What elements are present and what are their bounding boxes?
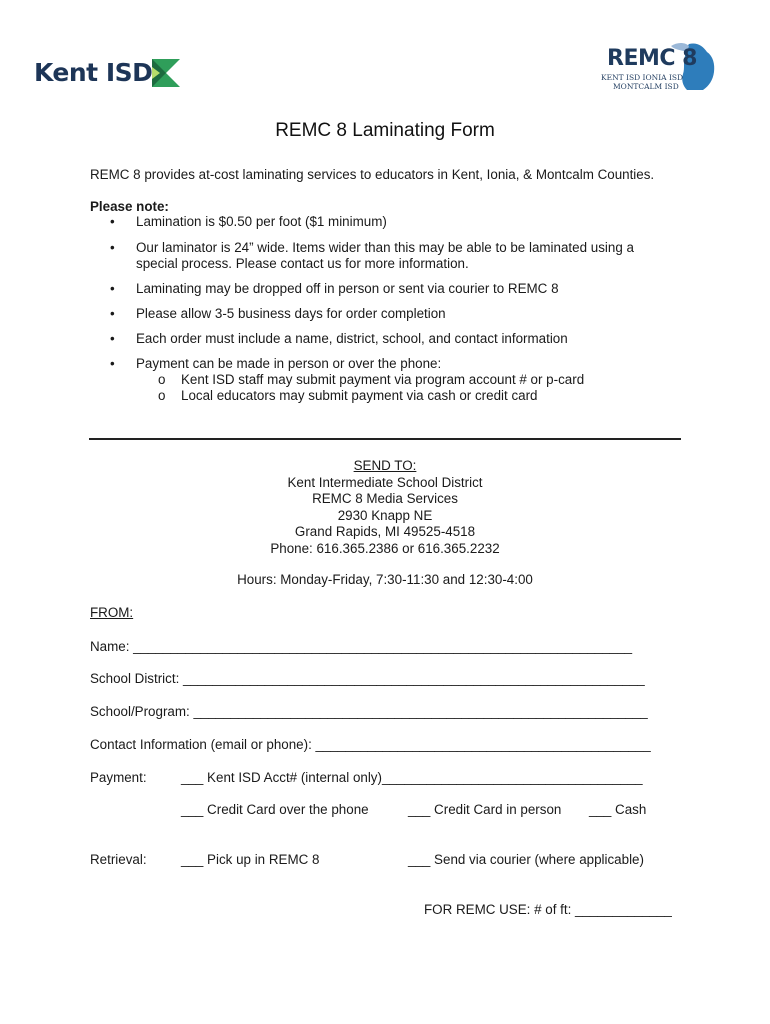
office-hours: Hours: Monday-Friday, 7:30-11:30 and 12:30-4:00 (237, 572, 533, 587)
contact-info-field[interactable]: Contact Information (email or phone): _____________________________________________ (90, 737, 651, 752)
list-item: • Laminating may be dropped off in person or sent via courier to REMC 8 (110, 281, 559, 296)
from-label: FROM: (90, 605, 134, 620)
remc8-logo-line2: MONTCALM ISD (613, 82, 679, 91)
payment-sub-list (136, 372, 680, 404)
notes-list (90, 214, 680, 404)
school-program-field[interactable]: School/Program: _____________________________________________________________ (90, 704, 648, 719)
school-district-field[interactable]: School District: ______________________________________________________________ (90, 671, 645, 686)
retrieval-option-pickup[interactable]: ___ Pick up in REMC 8 (181, 852, 320, 867)
remc-use-field[interactable]: FOR REMC USE: # of ft: _____________ (424, 902, 672, 917)
list-item: • Each order must include a name, district, school, and contact information (110, 331, 568, 346)
list-item: o Local educators may submit payment via cash or credit card (158, 388, 538, 403)
send-to-phone: Phone: 616.365.2386 or 616.365.2232 (270, 540, 500, 556)
kent-isd-mark-icon (152, 59, 180, 87)
page-title: REMC 8 Laminating Form (275, 120, 495, 141)
payment-option-kent-acct[interactable]: ___ Kent ISD Acct# (internal only)___________________________________ (181, 770, 643, 785)
retrieval-option-courier[interactable]: ___ Send via courier (where applicable) (408, 852, 644, 867)
send-to-line4: Grand Rapids, MI 49525-4518 (294, 524, 476, 540)
list-item: • Our laminator is 24” wide. Items wider than this may be able to be laminated using a special process. Please contact us for more information. (110, 240, 634, 271)
bullet-icon: • (110, 214, 115, 229)
payment-option-cc-phone[interactable]: ___ Credit Card over the phone (181, 802, 369, 817)
send-to-line2: REMC 8 Media Services (312, 491, 458, 507)
retrieval-label: Retrieval: (90, 852, 147, 867)
bullet-icon: • (110, 240, 115, 255)
payment-label: Payment: (90, 770, 147, 785)
list-item: • Payment can be made in person or over the phone: o Kent ISD staff may submit payment via program account # or p-card o Local educators may submit payment via cash or credit card (90, 356, 680, 404)
send-to-label: SEND TO: (353, 458, 417, 473)
kent-isd-logo-text: Kent ISD (34, 58, 153, 87)
list-item: • Lamination is $0.50 per foot ($1 minimum) (110, 214, 387, 229)
sub-bullet-icon: o (158, 372, 166, 387)
send-to-address (0, 458, 770, 558)
send-to-line1: Kent Intermediate School District (287, 474, 483, 490)
remc8-logo (595, 40, 720, 96)
payment-option-cash[interactable]: ___ Cash (589, 802, 647, 817)
name-field[interactable]: Name: ___________________________________________________________________ (90, 639, 633, 654)
bullet-icon: • (110, 331, 115, 346)
sub-bullet-icon: o (158, 388, 166, 403)
bullet-icon: • (110, 306, 115, 321)
intro-text: REMC 8 provides at-cost laminating services to educators in Kent, Ionia, & Montcalm Counties. (90, 167, 655, 182)
bullet-icon: • (110, 281, 115, 296)
please-note-label: Please note: (90, 199, 169, 214)
list-item: • Please allow 3-5 business days for order completion (110, 306, 446, 321)
remc8-logo-title: REMC 8 (607, 46, 697, 71)
payment-option-cc-person[interactable]: ___ Credit Card in person (408, 802, 562, 817)
remc8-logo-line1: KENT ISD IONIA ISD (601, 73, 684, 82)
section-divider (89, 438, 681, 440)
bullet-icon: • (110, 356, 115, 371)
send-to-line3: 2930 Knapp NE (337, 507, 433, 523)
list-item: o Kent ISD staff may submit payment via program account # or p-card (158, 372, 585, 387)
